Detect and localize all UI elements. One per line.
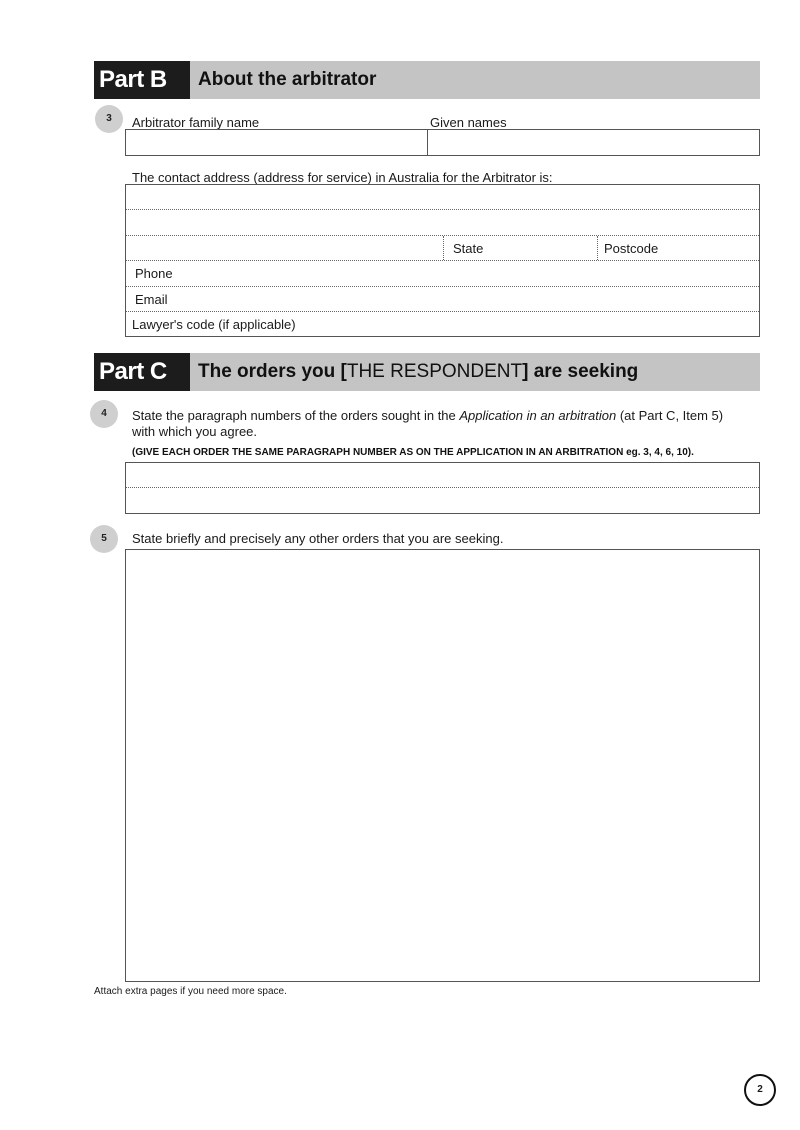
email-label: Email	[135, 292, 168, 307]
given-names-label: Given names	[430, 115, 507, 130]
part-c-tag: Part C	[94, 353, 190, 391]
phone-label: Phone	[135, 266, 173, 281]
email-line[interactable]	[126, 311, 759, 312]
phone-line[interactable]	[126, 286, 759, 287]
part-c-title-end: ] are seeking	[522, 361, 639, 382]
item-4-note: (GIVE EACH ORDER THE SAME PARAGRAPH NUMBER AS ON THE APPLICATION IN AN ARBITRATION eg. 3, 4, 6, 10).	[132, 447, 694, 458]
item-4-number: 4	[90, 400, 118, 428]
page-number: 2	[744, 1074, 776, 1106]
state-label: State	[453, 241, 484, 256]
address-line-3[interactable]	[126, 260, 759, 261]
part-c-title-start: The orders you [	[198, 361, 347, 382]
part-c-header	[94, 353, 760, 391]
item-4-text-italic: Application in an arbitration	[459, 408, 617, 423]
part-b-header	[94, 61, 760, 99]
postcode-label: Postcode	[604, 241, 659, 256]
item-4-text-after: (at Part C, Item 5)	[616, 408, 724, 423]
item-4-text-line2: with which you agree.	[132, 424, 258, 439]
given-names-field[interactable]	[427, 129, 760, 156]
part-c-title	[198, 353, 638, 391]
lawyer-code-label: Lawyer's code (if applicable)	[132, 317, 296, 332]
part-b-title: About the arbitrator	[198, 69, 377, 90]
part-c-title-respondent: THE RESPONDENT	[346, 361, 523, 382]
part-b-tag: Part B	[94, 61, 190, 99]
item-4-text	[132, 408, 723, 423]
state-divider	[443, 236, 444, 260]
item-5-field[interactable]	[125, 549, 760, 982]
item-4-line	[126, 487, 759, 488]
address-line-1[interactable]	[126, 209, 759, 210]
item-5-number: 5	[90, 525, 118, 553]
family-name-label: Arbitrator family name	[132, 115, 260, 130]
item-5-text: State briefly and precisely any other orders that you are seeking.	[132, 531, 504, 546]
item-3-number: 3	[95, 105, 123, 133]
item-4-text-before: State the paragraph numbers of the orders sought in the	[132, 408, 460, 423]
family-name-field[interactable]	[125, 129, 428, 156]
attach-note: Attach extra pages if you need more space.	[94, 986, 287, 997]
item-4-field[interactable]	[125, 462, 760, 514]
postcode-divider	[597, 236, 598, 260]
address-label: The contact address (address for service) in Australia for the Arbitrator is:	[132, 170, 553, 185]
